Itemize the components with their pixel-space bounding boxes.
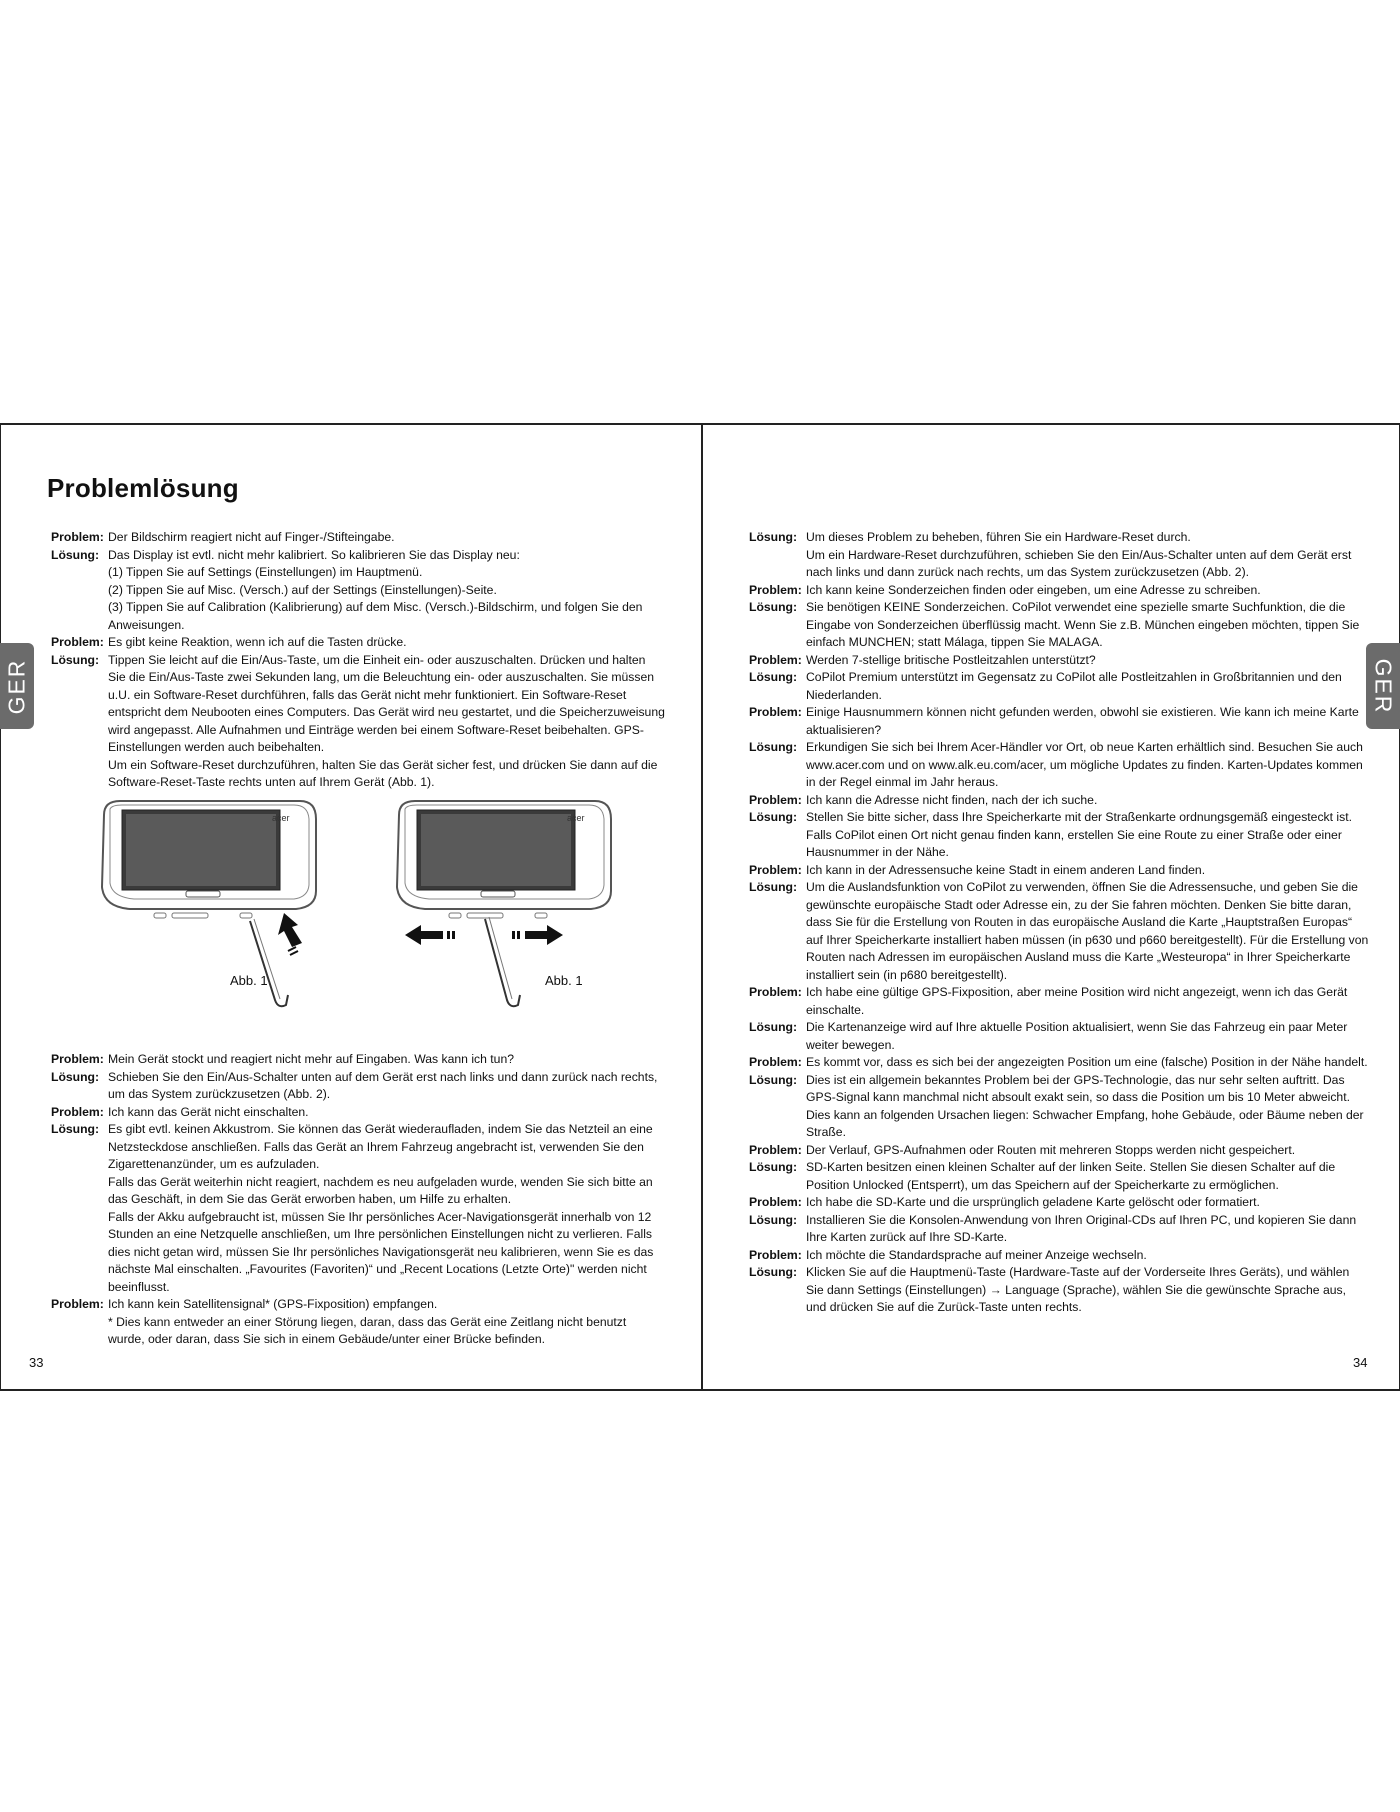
entry-line: Einige Hausnummern können nicht gefunden werden, obwohl sie existieren. Wie kann ich meine Karte aktualisieren? xyxy=(806,705,1359,737)
entry-line: (3) Tippen Sie auf Calibration (Kalibrierung) auf dem Misc. (Versch.)-Bildschirm, und folgen Sie den Anweisungen. xyxy=(108,600,643,632)
entry-label: Problem: xyxy=(749,1055,802,1069)
language-tab-left: GER xyxy=(0,643,34,729)
entry-text xyxy=(108,634,666,652)
entry-line: (1) Tippen Sie auf Settings (Einstellungen) im Hauptmenü. xyxy=(108,565,423,579)
entry-line: Werden 7-stellige britische Postleitzahlen unterstützt? xyxy=(806,652,1096,667)
entry-line: SD-Karten besitzen einen kleinen Schalter auf der linken Seite. Stellen Sie diesen Schalter auf die Position Unlocked (Entsperrt), um das Speichern auf der Speicherkarte zu ermöglichen. xyxy=(806,1160,1336,1192)
entry-label: Problem: xyxy=(749,792,802,807)
entry-text xyxy=(806,739,1369,792)
entry-text xyxy=(806,529,1369,582)
entry-label: Lösung: xyxy=(749,880,798,894)
entry-label: Problem: xyxy=(749,1195,802,1209)
entry-text xyxy=(806,1054,1369,1072)
entry-line: Die Kartenanzeige wird auf Ihre aktuelle Position aktualisiert, wenn Sie das Fahrzeug ein paar Meter weiter bewegen. xyxy=(806,1020,1348,1052)
entry-text xyxy=(806,704,1369,739)
entry-text xyxy=(806,792,1369,810)
entry-text xyxy=(108,1104,666,1122)
entry-line: Installieren Sie die Konsolen-Anwendung von Ihren Original-CDs auf Ihren PC, und kopieren Sie dann Ihre Karten zurück auf Ihre SD-Karte. xyxy=(806,1212,1357,1244)
solution-entry xyxy=(749,879,1369,984)
reset-illustration xyxy=(90,795,680,1040)
entry-line: Ich kann das Gerät nicht einschalten. xyxy=(108,1104,309,1119)
entry-text xyxy=(806,1159,1369,1194)
entry-line: Sie benötigen KEINE Sonderzeichen. CoPilot verwendet eine spezielle smarte Suchfunktion, die die Eingabe von Sonderzeichen überflüssig macht. Wenn Sie z.B. München eingeben möchten, tippen Sie einfach MUNCHEN; statt Málaga, tippen Sie MALAGA. xyxy=(806,600,1360,649)
problem-entry xyxy=(749,1054,1369,1072)
language-tab-right: GER xyxy=(1366,643,1400,729)
entry-line: Mein Gerät stockt und reagiert nicht mehr auf Eingaben. Was kann ich tun? xyxy=(108,1052,515,1066)
entry-line: Ich kann kein Satellitensignal* (GPS-Fixposition) empfangen. xyxy=(108,1297,438,1311)
right-entries xyxy=(749,529,1369,1317)
entry-line: * Dies kann entweder an einer Störung liegen, daran, dass das Gerät eine Zeitlang nicht benutzt wurde, oder daran, dass Sie sich in einem Gebäude/unter einer Brücke befinden. xyxy=(108,1314,627,1346)
problem-entry xyxy=(749,984,1369,1019)
figure-caption-1: Abb. 1 xyxy=(230,973,268,988)
entry-line: Tippen Sie leicht auf die Ein/Aus-Taste, um die Einheit ein- oder auszuschalten. Drücken und halten Sie die Ein/Aus-Taste zwei Sekunden lang, um die Beleuchtung ein- oder auszuschalten. Sie müssen u.U. ein Software-Reset durchführen, falls das Gerät nicht mehr funktioniert. Ein Software-Reset entspricht dem Neubooten eines Computers. Das Gerät wird neu gestartet, und die Speicherzuweisung wird angepasst. Alle Aufnahmen und Einträge werden bei einem Software-Reset beibehalten. GPS-Einstellungen werden auch beibehalten. xyxy=(108,652,665,754)
entry-label: Problem: xyxy=(51,1297,104,1311)
entry-label: Lösung: xyxy=(749,600,798,614)
solution-entry xyxy=(51,652,666,792)
solution-entry xyxy=(749,1212,1369,1247)
entry-label: Problem: xyxy=(749,862,802,877)
problem-entry xyxy=(749,582,1369,600)
entry-label: Problem: xyxy=(51,530,104,544)
entry-text xyxy=(108,1121,666,1296)
solution-entry xyxy=(749,739,1369,792)
left-entries-bottom xyxy=(51,1051,666,1349)
entry-label: Lösung: xyxy=(749,810,798,824)
entry-label: Problem: xyxy=(749,652,802,667)
page-number-right: 34 xyxy=(1353,1355,1368,1370)
entry-line: Klicken Sie auf die Hauptmenü-Taste (Hardware-Taste auf der Vorderseite Ihres Geräts), und wählen Sie dann Settings (Einstellungen) → Language (Sprache), wählen Sie die gewünschte Sprache aus, und drücken Sie auf die Zurück-Taste unten rechts. xyxy=(806,1265,1350,1314)
problem-entry xyxy=(51,1051,666,1069)
problem-entry xyxy=(749,704,1369,739)
entry-line: Ich habe eine gültige GPS-Fixposition, aber meine Position wird nicht angezeigt, wenn ich das Gerät einschalte. xyxy=(806,985,1348,1017)
entry-line: CoPilot Premium unterstützt im Gegensatz zu CoPilot alle Postleitzahlen in Großbritannien und den Niederlanden. xyxy=(806,670,1342,702)
solution-entry xyxy=(51,1121,666,1296)
problem-entry xyxy=(51,1104,666,1122)
solution-entry xyxy=(749,669,1369,704)
problem-entry xyxy=(51,1296,666,1349)
entry-line: Um ein Software-Reset durchzuführen, halten Sie das Gerät sicher fest, und drücken Sie dann auf die Software-Reset-Taste rechts unten auf Ihrem Gerät (Abb. 1). xyxy=(108,757,658,789)
entry-line: Um die Auslandsfunktion von CoPilot zu verwenden, öffnen Sie die Adressensuche, und geben Sie die gewünschte europäische Stadt oder Adresse ein, zu der Sie fahren möchten. Denken Sie bitte daran, dass Sie für die Erstellung von Routen in das europäische Ausland die Karte „Hauptstraßen Europas“ auf Ihrer Speicherkarte installiert haben müssen (in p630 und p660 bereitgestellt). Für die Erstellung von Routen nach Adressen im europäischen Ausland muss die Karte „Westeuropa“ in Ihrer Speicherkarte installiert sein (in p680 bereitgestellt). xyxy=(806,880,1369,982)
entry-line: Das Display ist evtl. nicht mehr kalibriert. So kalibrieren Sie das Display neu: xyxy=(108,547,520,562)
entry-line: Dies ist ein allgemein bekanntes Problem bei der GPS-Technologie, das nur sehr selten auftritt. Das GPS-Signal kann manchmal nicht absoult exakt sein, so dass die Position um bis 10 Meter abweicht. Dies kann an folgenden Ursachen liegen: Schwacher Empfang, hohe Gebäude, oder Bäume neben der Straße. xyxy=(806,1072,1364,1139)
solution-entry xyxy=(749,809,1369,862)
problem-entry xyxy=(51,634,666,652)
entry-label: Lösung: xyxy=(749,1072,798,1087)
entry-line: Falls das Gerät weiterhin nicht reagiert, nachdem es neu aufgeladen wurde, wenden Sie sich bitte an das Geschäft, in dem Sie das Gerät erworben haben, um Hilfe zu erhalten. xyxy=(108,1174,653,1206)
entry-line: (2) Tippen Sie auf Misc. (Versch.) auf der Settings (Einstellungen)-Seite. xyxy=(108,582,497,597)
entry-label: Lösung: xyxy=(51,1069,100,1084)
entry-line: Es gibt keine Reaktion, wenn ich auf die Tasten drücke. xyxy=(108,635,407,649)
entry-label: Lösung: xyxy=(749,1212,798,1227)
entry-label: Lösung: xyxy=(749,670,798,684)
entry-line: Ich habe die SD-Karte und die ursprünglich geladene Karte gelöscht oder formatiert. xyxy=(806,1195,1260,1209)
entry-label: Lösung: xyxy=(749,1265,798,1279)
solution-entry xyxy=(749,1159,1369,1194)
entry-text xyxy=(806,599,1369,652)
device-1-illustration xyxy=(102,801,316,1006)
entry-text xyxy=(806,582,1369,600)
entry-label: Lösung: xyxy=(749,530,798,544)
entry-text xyxy=(108,1069,666,1104)
problem-entry xyxy=(749,1247,1369,1265)
entry-label: Problem: xyxy=(749,582,802,597)
book-spread xyxy=(0,423,1400,1391)
page-number-left: 33 xyxy=(29,1355,44,1370)
problem-entry xyxy=(749,1194,1369,1212)
entry-text xyxy=(806,1142,1369,1160)
entry-text xyxy=(806,862,1369,880)
entry-text xyxy=(806,1264,1369,1317)
problem-entry xyxy=(749,652,1369,670)
entry-text xyxy=(806,1247,1369,1265)
entry-label: Problem: xyxy=(51,1104,104,1119)
entry-text xyxy=(806,809,1369,862)
acer-logo: acer xyxy=(272,813,290,823)
left-entries-top xyxy=(51,529,666,792)
right-page xyxy=(702,423,1400,1391)
solution-entry xyxy=(749,1019,1369,1054)
problem-entry xyxy=(749,1142,1369,1160)
entry-line: Ich kann die Adresse nicht finden, nach der ich suche. xyxy=(806,792,1098,807)
entry-label: Lösung: xyxy=(51,652,100,667)
entry-text xyxy=(806,879,1369,984)
entry-text xyxy=(806,1194,1369,1212)
entry-text xyxy=(108,529,666,547)
entry-label: Problem: xyxy=(749,985,802,999)
entry-line: Schieben Sie den Ein/Aus-Schalter unten auf dem Gerät erst nach links und dann zurück nach rechts, um das System zurückzusetzen (Abb. 2). xyxy=(108,1069,658,1101)
entry-line: Es kommt vor, dass es sich bei der angezeigten Position um eine (falsche) Position in der Nähe handelt. xyxy=(806,1055,1368,1069)
device-figure xyxy=(90,795,680,1040)
entry-text xyxy=(806,1212,1369,1247)
entry-label: Problem: xyxy=(749,1247,802,1262)
entry-label: Problem: xyxy=(749,1142,802,1157)
entry-text xyxy=(806,1072,1369,1142)
entry-text xyxy=(108,652,666,792)
solution-entry xyxy=(51,547,666,635)
entry-line: Der Bildschirm reagiert nicht auf Finger-/Stifteingabe. xyxy=(108,530,395,544)
entry-text xyxy=(806,669,1369,704)
problem-entry xyxy=(749,862,1369,880)
entry-label: Lösung: xyxy=(51,547,100,562)
page-title: Problemlösung xyxy=(47,473,239,503)
solution-entry xyxy=(749,1264,1369,1317)
entry-text xyxy=(108,1296,666,1349)
solution-entry xyxy=(51,1069,666,1104)
entry-text xyxy=(806,1019,1369,1054)
entry-label: Lösung: xyxy=(749,740,798,754)
entry-line: Der Verlauf, GPS-Aufnahmen oder Routen mit mehreren Stopps werden nicht gespeichert. xyxy=(806,1142,1296,1157)
figure-caption-2: Abb. 1 xyxy=(545,973,583,988)
entry-line: Falls der Akku aufgebraucht ist, müssen Sie Ihr persönliches Acer-Navigationsgerät innerhalb von 12 Stunden an eine Netzquelle anschließen, um Ihre persönlichen Einstellungen nicht zu verlieren. Falls dies nicht getan wird, müssen Sie Ihr persönliches Navigationsgerät neu kalibrieren, wenn Sie es das nächste Mal einschalten. „Favourites (Favoriten)“ und „Recent Locations (Letzte Orte)" werden nicht beeinflusst. xyxy=(108,1209,654,1294)
solution-entry xyxy=(749,599,1369,652)
entry-text xyxy=(108,547,666,635)
entry-line: Ich möchte die Standardsprache auf meiner Anzeige wechseln. xyxy=(806,1247,1147,1262)
entry-label: Problem: xyxy=(51,1052,104,1066)
entry-line: Ich kann in der Adressensuche keine Stadt in einem anderen Land finden. xyxy=(806,862,1206,877)
solution-entry xyxy=(749,1072,1369,1142)
entry-line: Erkundigen Sie sich bei Ihrem Acer-Händler vor Ort, ob neue Karten erhältlich sind. Besuchen Sie auch www.acer.com und on www.alk.eu.com/acer, um mögliche Updates zu finden. Karten-Updates kommen in der Regel einmal im Jahr heraus. xyxy=(806,740,1363,789)
entry-text xyxy=(806,984,1369,1019)
entry-line: Um dieses Problem zu beheben, führen Sie ein Hardware-Reset durch. xyxy=(806,530,1191,544)
problem-entry xyxy=(51,529,666,547)
entry-line: Stellen Sie bitte sicher, dass Ihre Speicherkarte mit der Straßenkarte ordnungsgemäß eingesteckt ist. Falls CoPilot einen Ort nicht genau finden kann, erstellen Sie eine Route zu einer Straße oder einer Hausnummer in der Nähe. xyxy=(806,810,1352,859)
entry-text xyxy=(108,1051,666,1069)
entry-text xyxy=(806,652,1369,670)
entry-label: Lösung: xyxy=(51,1122,100,1136)
acer-logo-2: acer xyxy=(567,813,585,823)
entry-line: Um ein Hardware-Reset durchzuführen, schieben Sie den Ein/Aus-Schalter unten auf dem Gerät erst nach links und dann zurück nach rechts, um das System zurückzusetzen (Abb. 2). xyxy=(806,547,1352,579)
entry-label: Problem: xyxy=(749,705,802,719)
solution-entry xyxy=(749,529,1369,582)
entry-label: Lösung: xyxy=(749,1160,798,1174)
entry-line: Ich kann keine Sonderzeichen finden oder eingeben, um eine Adresse zu schreiben. xyxy=(806,582,1261,597)
entry-line: Es gibt evtl. keinen Akkustrom. Sie können das Gerät wiederaufladen, indem Sie das Netzteil an eine Netzsteckdose anschließen. Falls das Gerät an Ihrem Fahrzeug angebracht ist, verwenden Sie den Zigarettenanzünder, um es aufzuladen. xyxy=(108,1122,653,1171)
entry-label: Lösung: xyxy=(749,1020,798,1034)
entry-label: Problem: xyxy=(51,635,104,649)
problem-entry xyxy=(749,792,1369,810)
